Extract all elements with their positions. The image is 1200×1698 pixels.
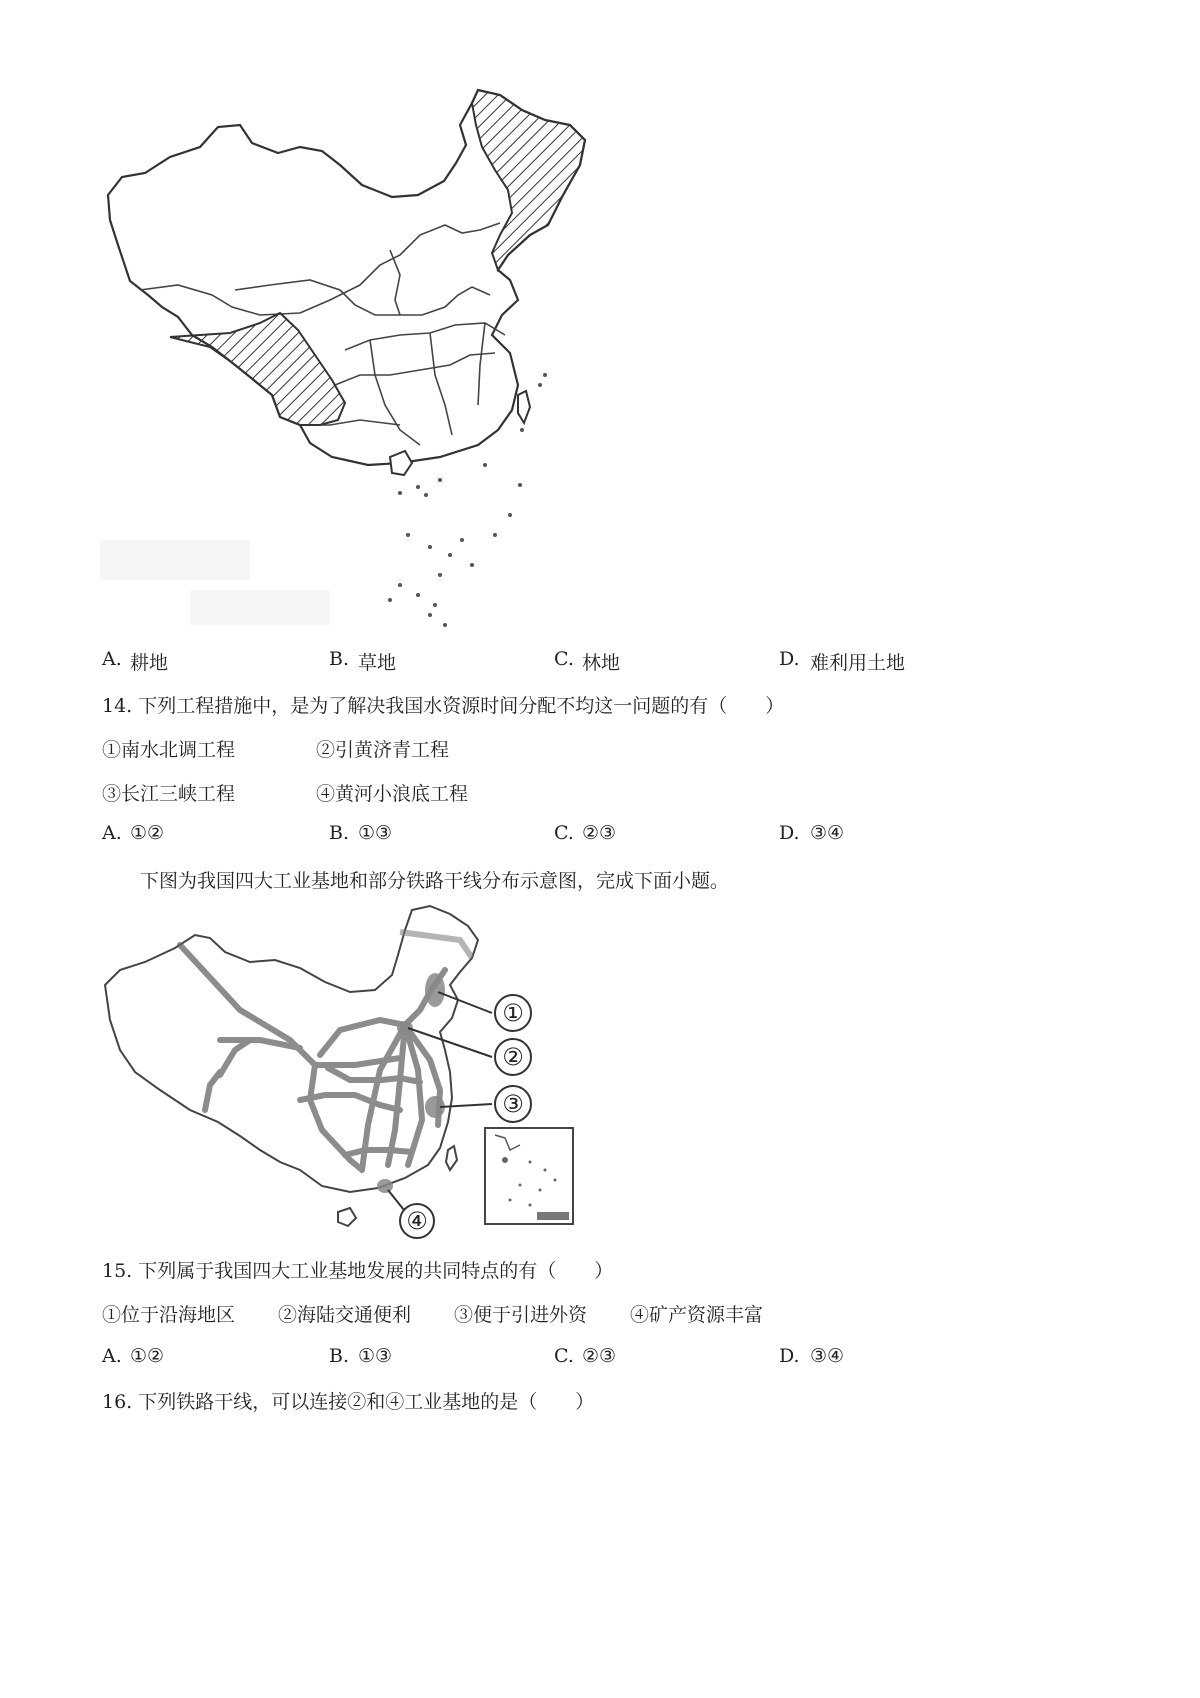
industrial-base-railway-map [100,900,580,1240]
q13-option-c-text: 林地 [582,652,621,674]
q14-stem: 14. 下列工程措施中，是为了解决我国水资源时间分配不均这一问题的有（ ） [102,695,785,717]
marker-3-label: ③ [502,1090,524,1118]
q15-option-c-letter: C. [554,1345,574,1367]
taiwan-island [518,391,530,423]
hainan-island [338,1208,356,1226]
q16-stem: 16. 下列铁路干线，可以连接②和④工业基地的是（ ） [102,1391,595,1413]
q14-option-c-letter: C. [554,822,574,844]
q14-item-3: ③长江三峡工程 [102,783,236,805]
q15-option-c-text: ②③ [582,1345,617,1367]
q15-option-a-text: ①② [130,1345,165,1367]
q15-item-2: ②海陆交通便利 [278,1304,412,1326]
q14-option-c-text: ②③ [582,822,617,844]
taiwan-island [446,1146,457,1170]
land-use-map [100,85,600,685]
marker-2-label: ② [502,1043,524,1071]
q13-option-d-text: 难利用土地 [810,652,906,674]
marker-4-label: ④ [406,1207,428,1235]
q13-option-b-letter: B. [329,648,350,670]
q15-option-b-text: ①③ [358,1345,393,1367]
q14-option-b-letter: B. [329,822,350,844]
q15-option-a-letter: A. [102,1345,122,1367]
q14-item-4: ④黄河小浪底工程 [316,783,469,805]
q14-option-a-text: ①② [130,822,165,844]
q13-option-d-letter: D. [779,648,800,670]
q14-item-1: ①南水北调工程 [102,739,236,761]
q15-item-1: ①位于沿海地区 [102,1304,236,1326]
q15-option-b-letter: B. [329,1345,350,1367]
map-intro-text: 下图为我国四大工业基地和部分铁路干线分布示意图，完成下面小题。 [140,870,730,892]
industrial-base-4 [377,1179,393,1193]
q13-option-a-text: 耕地 [130,652,169,674]
q15-item-4: ④矿产资源丰富 [630,1304,764,1326]
south-china-sea-inset [485,1128,573,1224]
q14-option-a-letter: A. [102,822,122,844]
q14-item-2: ②引黄济青工程 [316,739,450,761]
q15-option-d-letter: D. [779,1345,800,1367]
industrial-base-1 [425,973,445,1007]
q14-option-d-letter: D. [779,822,800,844]
q13-option-b-text: 草地 [358,652,397,674]
q15-stem: 15. 下列属于我国四大工业基地发展的共同特点的有（ ） [102,1260,614,1282]
q15-option-d-text: ③④ [810,1345,845,1367]
q14-option-b-text: ①③ [358,822,393,844]
q14-option-d-text: ③④ [810,822,845,844]
q13-option-c-letter: C. [554,648,574,670]
q13-option-a-letter: A. [102,648,122,670]
marker-1-label: ① [502,999,524,1027]
q15-item-3: ③便于引进外资 [454,1304,588,1326]
